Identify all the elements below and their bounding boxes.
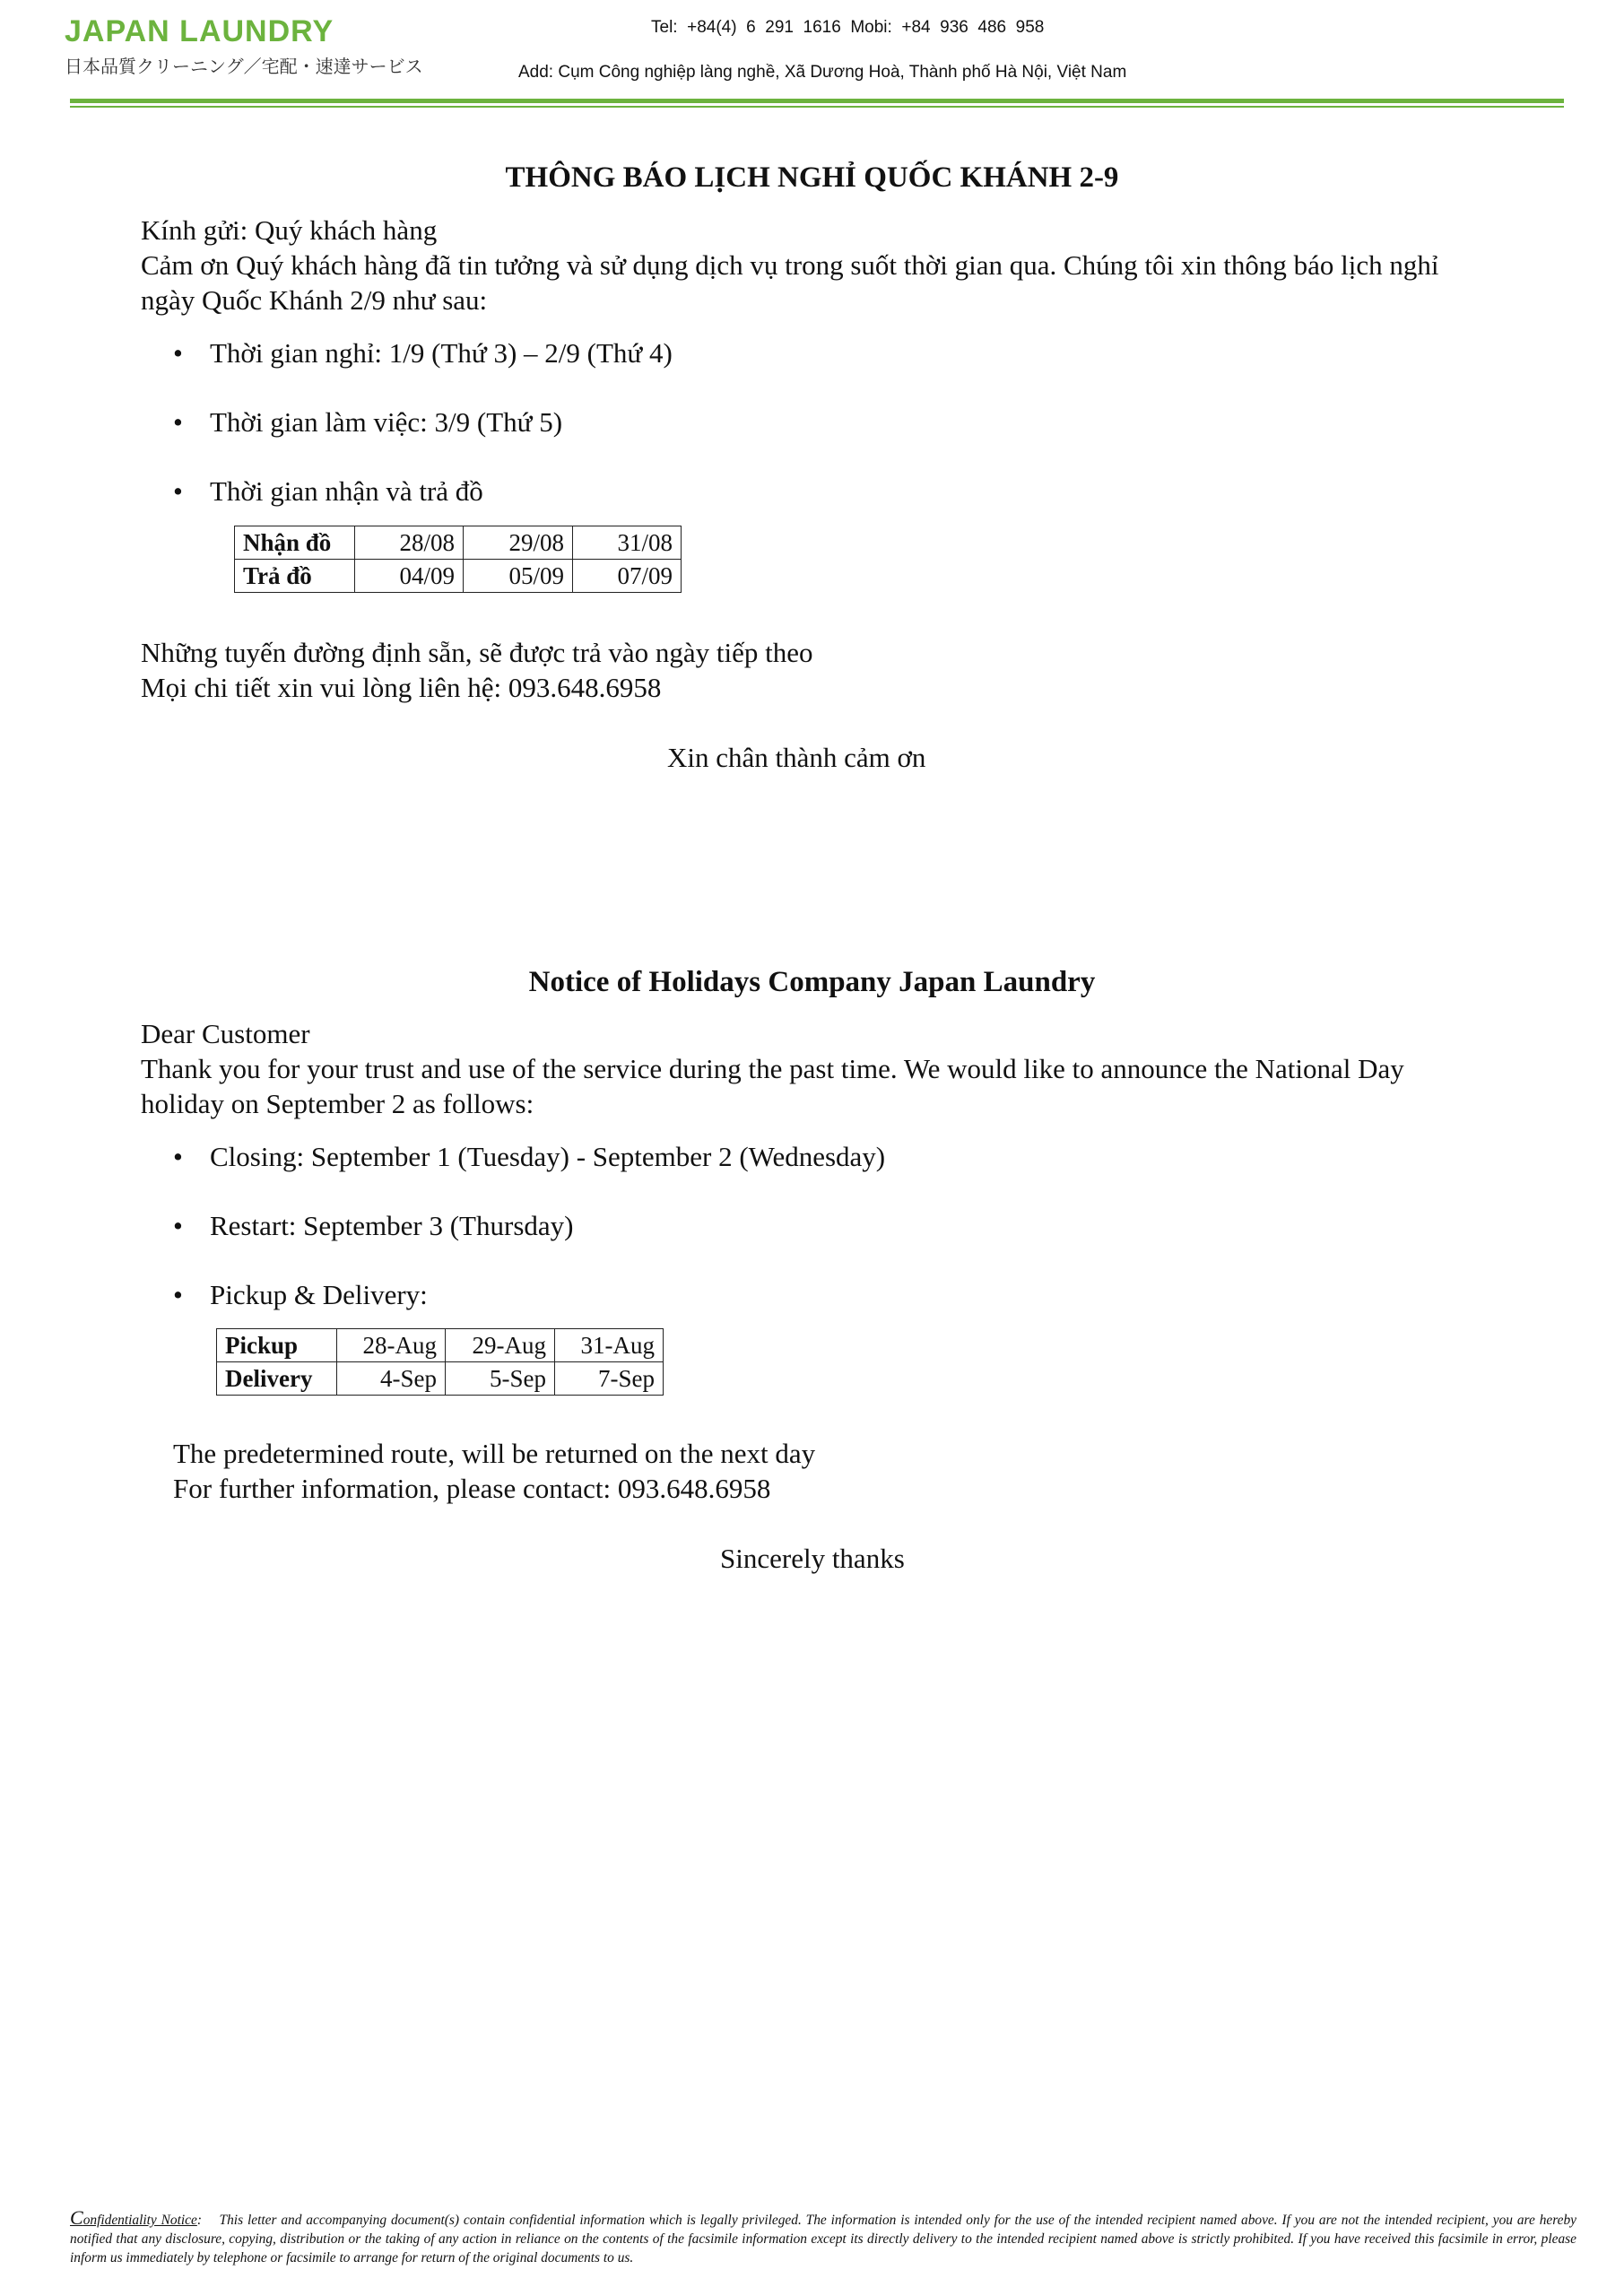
english-bullet-item — [173, 1208, 573, 1243]
table-cell: 31/08 — [573, 526, 682, 560]
english-bullet-item — [173, 1139, 885, 1174]
vietnamese-contact: Mọi chi tiết xin vui lòng liên hệ: 093.648.6958 — [141, 672, 662, 703]
english-title: Notice of Holidays Company Japan Laundry — [528, 966, 1096, 998]
table-cell: 29-Aug — [446, 1329, 555, 1362]
confidentiality-label: Confidentiality Notice — [70, 2206, 197, 2229]
english-bullet-text: Restart: September 3 (Thursday) — [210, 1210, 574, 1241]
header-divider-thick — [70, 99, 1564, 103]
vietnamese-bullet-item — [173, 404, 562, 439]
english-contact: For further information, please contact: 093.648.6958 — [173, 1473, 771, 1504]
vietnamese-route-note: Những tuyến đường định sẵn, sẽ được trả vào ngày tiếp theo — [141, 637, 813, 668]
header-divider-thin — [70, 106, 1564, 108]
confidentiality-text: This letter and accompanying document(s) contain confidential information which is legally privileged. The information is intended only for the use of the intended recipient named above. If you are not the intended recipient, you are hereby notified that any disclosure, copying, distribution or the taking of any action in reliance on the contents of the facsimile information except its directly delivery to the intended recipient named above is strictly prohibited. If you have received this facsimile in error, please inform us immediately by telephone or facsimile to arrange for return of the original documents to us. — [70, 2213, 1577, 2266]
table-cell: 5-Sep — [446, 1362, 555, 1396]
table-cell: 7-Sep — [555, 1362, 664, 1396]
vietnamese-bullet-text: Thời gian làm việc: 3/9 (Thứ 5) — [210, 406, 563, 438]
table-row — [217, 1329, 664, 1362]
vietnamese-title: THÔNG BÁO LỊCH NGHỈ QUỐC KHÁNH 2-9 — [505, 161, 1119, 194]
vietnamese-bullet-text: Thời gian nhận và trả đồ — [210, 475, 483, 507]
table-cell: 04/09 — [355, 560, 464, 593]
english-route-note: The predetermined route, will be returned on the next day — [173, 1438, 816, 1469]
english-bullet-item — [173, 1277, 428, 1312]
table-row-header: Pickup — [217, 1329, 337, 1362]
bullet-dot-icon: • — [173, 1279, 183, 1310]
table-row — [235, 560, 682, 593]
table-cell: 4-Sep — [337, 1362, 446, 1396]
vietnamese-bullet-item — [173, 335, 673, 370]
table-cell: 31-Aug — [555, 1329, 664, 1362]
english-bullet-text: Closing: September 1 (Tuesday) - September 2 (Wednesday) — [210, 1141, 886, 1172]
vietnamese-schedule-table — [234, 526, 682, 593]
bullet-dot-icon: • — [173, 406, 183, 438]
vietnamese-bullet-item — [173, 474, 483, 509]
bullet-dot-icon: • — [173, 1210, 183, 1241]
english-closing: Sincerely thanks — [720, 1543, 905, 1574]
contact-phones: Tel: +84(4) 6 291 1616 Mobi: +84 936 486 958 — [651, 18, 1045, 37]
table-cell: 29/08 — [464, 526, 573, 560]
table-cell: 28/08 — [355, 526, 464, 560]
english-schedule-table — [216, 1328, 664, 1396]
table-row-header: Trả đồ — [235, 560, 355, 593]
bullet-dot-icon: • — [173, 475, 183, 507]
company-logo-title: JAPAN LAUNDRY — [65, 14, 334, 48]
company-logo-subtitle: 日本品質クリーニング／宅配・速達サービス — [65, 56, 423, 77]
bullet-dot-icon: • — [173, 337, 183, 369]
table-row-header: Nhận đồ — [235, 526, 355, 560]
table-cell: 05/09 — [464, 560, 573, 593]
english-intro: Thank you for your trust and use of the service during the past time. We would like to announce the National Day holiday on September 2 as follows: — [141, 1053, 1404, 1119]
table-row — [217, 1362, 664, 1396]
vietnamese-salutation: Kính gửi: Quý khách hàng — [141, 214, 438, 246]
vietnamese-intro: Cảm ơn Quý khách hàng đã tin tưởng và sử dụng dịch vụ trong suốt thời gian qua. Chúng tôi xin thông báo lịch nghỉ ngày Quốc Khánh 2/9 như sau: — [141, 249, 1439, 316]
letterhead — [0, 0, 1624, 117]
english-bullet-text: Pickup & Delivery: — [210, 1279, 428, 1310]
table-cell: 07/09 — [573, 560, 682, 593]
table-row — [235, 526, 682, 560]
vietnamese-bullet-text: Thời gian nghỉ: 1/9 (Thứ 3) – 2/9 (Thứ 4) — [210, 337, 673, 369]
bullet-dot-icon: • — [173, 1141, 183, 1172]
english-salutation: Dear Customer — [141, 1018, 310, 1049]
confidentiality-notice: Confidentiality Notice: This letter and accompanying document(s) contain confidential information which is legally privileged. The information is intended only for the use of the intended recipient named above. If you are not the intended recipient, you are hereby notified that any disclosure, copying, distribution or the taking of any action in reliance on the contents of the facsimile information except its directly delivery to the intended recipient named above is strictly prohibited. If you have received this facsimile in error, please inform us immediately by telephone or facsimile to arrange for return of the original documents to us. — [70, 2206, 1577, 2266]
company-address: Add: Cụm Công nghiệp làng nghề, Xã Dương Hoà, Thành phố Hà Nội, Việt Nam — [518, 63, 1127, 82]
vietnamese-closing: Xin chân thành cảm ơn — [667, 742, 926, 773]
table-row-header: Delivery — [217, 1362, 337, 1396]
table-cell: 28-Aug — [337, 1329, 446, 1362]
